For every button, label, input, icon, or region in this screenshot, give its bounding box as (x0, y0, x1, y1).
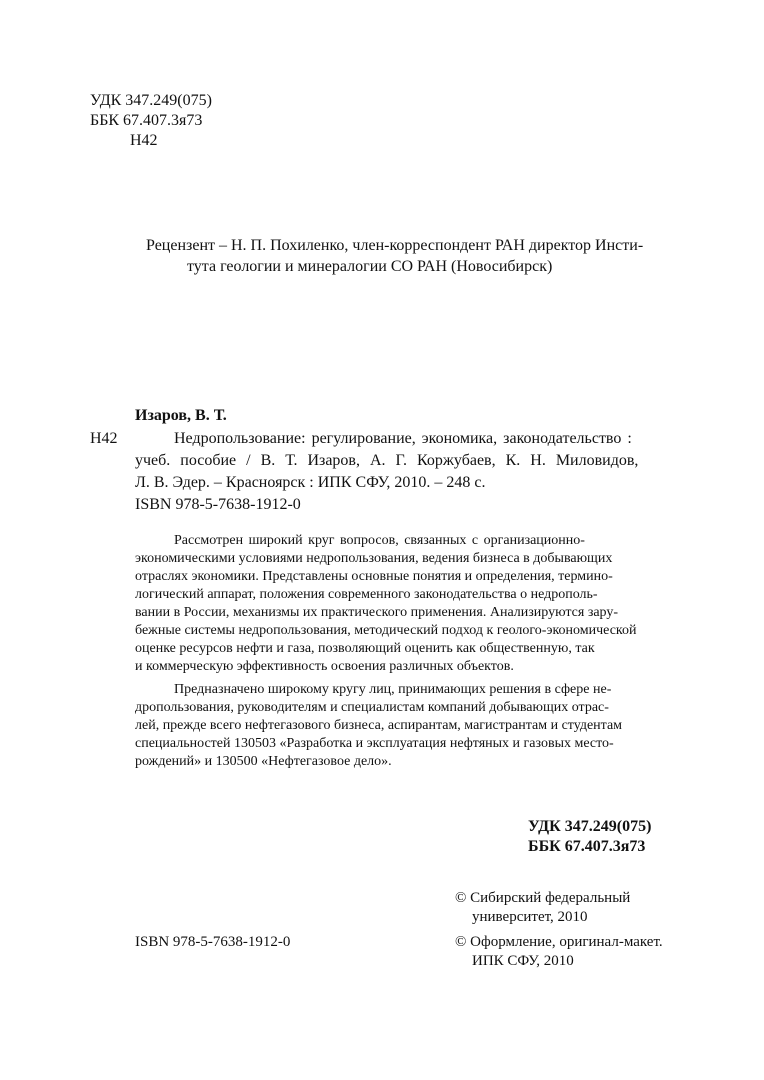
card-title-line-1: Недропользование: регулирование, экономика, законодательство : (174, 430, 632, 447)
abstract-p2-line-3: лей, прежде всего нефтегазового бизнеса, аспирантам, магистрантам и студентам (135, 718, 623, 733)
reviewer-line-2: тута геологии и минералогии СО РАН (Новосибирск) (187, 258, 553, 275)
copyright-university-line-1: © Сибирский федеральный (455, 890, 631, 906)
abstract-p1-line-7: оценке ресурсов нефти и газа, позволяющий оценить как общественную, так (135, 641, 595, 656)
card-title-line-2: учеб. пособие / В. Т. Изаров, А. Г. Коржубаев, К. Н. Миловидов, (135, 452, 639, 469)
abstract-p1-line-3: отраслях экономики. Представлены основные понятия и определения, термино- (135, 569, 613, 584)
abstract-p1-line-1: Рассмотрен широкий круг вопросов, связанных с организационно- (174, 533, 585, 548)
copyright-design-line-1: © Оформление, оригинал-макет. (455, 934, 663, 950)
abstract-p1-line-2: экономическими условиями недропользования, ведения бизнеса в добывающих (135, 551, 613, 566)
udk-top: УДК 347.249(075) (90, 92, 212, 109)
abstract-p1-line-5: вании в России, механизмы их практического применения. Анализируются зару- (135, 605, 619, 620)
copyright-design-line-2: ИПК СФУ, 2010 (472, 953, 574, 969)
abstract-p1-line-4: логический аппарат, положения современного законодательства о недрополь- (135, 587, 598, 602)
card-author: Изаров, В. Т. (135, 407, 227, 424)
abstract-p2-line-5: рождений» и 130500 «Нефтегазовое дело». (135, 754, 392, 769)
card-sign: Н42 (90, 430, 118, 447)
reviewer-line-1: Рецензент – Н. П. Похиленко, член-корреспондент РАН директор Инсти- (146, 237, 644, 254)
copyright-university-line-2: университет, 2010 (472, 909, 588, 925)
isbn-bottom: ISBN 978-5-7638-1912-0 (135, 934, 291, 950)
abstract-p1-line-6: бежные системы недропользования, методический подход к геолого-экономической (135, 623, 637, 638)
udk-bottom: УДК 347.249(075) (528, 818, 652, 835)
abstract-p2-line-4: специальностей 130503 «Разработка и эксплуатация нефтяных и газовых место- (135, 736, 614, 751)
abstract-p2-line-1: Предназначено широкому кругу лиц, принимающих решения в сфере не- (174, 682, 612, 697)
bbk-bottom: ББК 67.407.3я73 (528, 838, 646, 855)
card-title-line-3: Л. В. Эдер. – Красноярск : ИПК СФУ, 2010. – 248 с. (135, 474, 486, 491)
abstract-p2-line-2: дропользования, руководителям и специалистам компаний добывающих отрас- (135, 700, 609, 715)
card-isbn: ISBN 978-5-7638-1912-0 (135, 496, 301, 513)
bbk-top: ББК 67.407.3я73 (90, 112, 203, 129)
author-sign-top: Н42 (130, 132, 158, 149)
abstract-p1-line-8: и коммерческую эффективность освоения различных объектов. (135, 659, 514, 674)
